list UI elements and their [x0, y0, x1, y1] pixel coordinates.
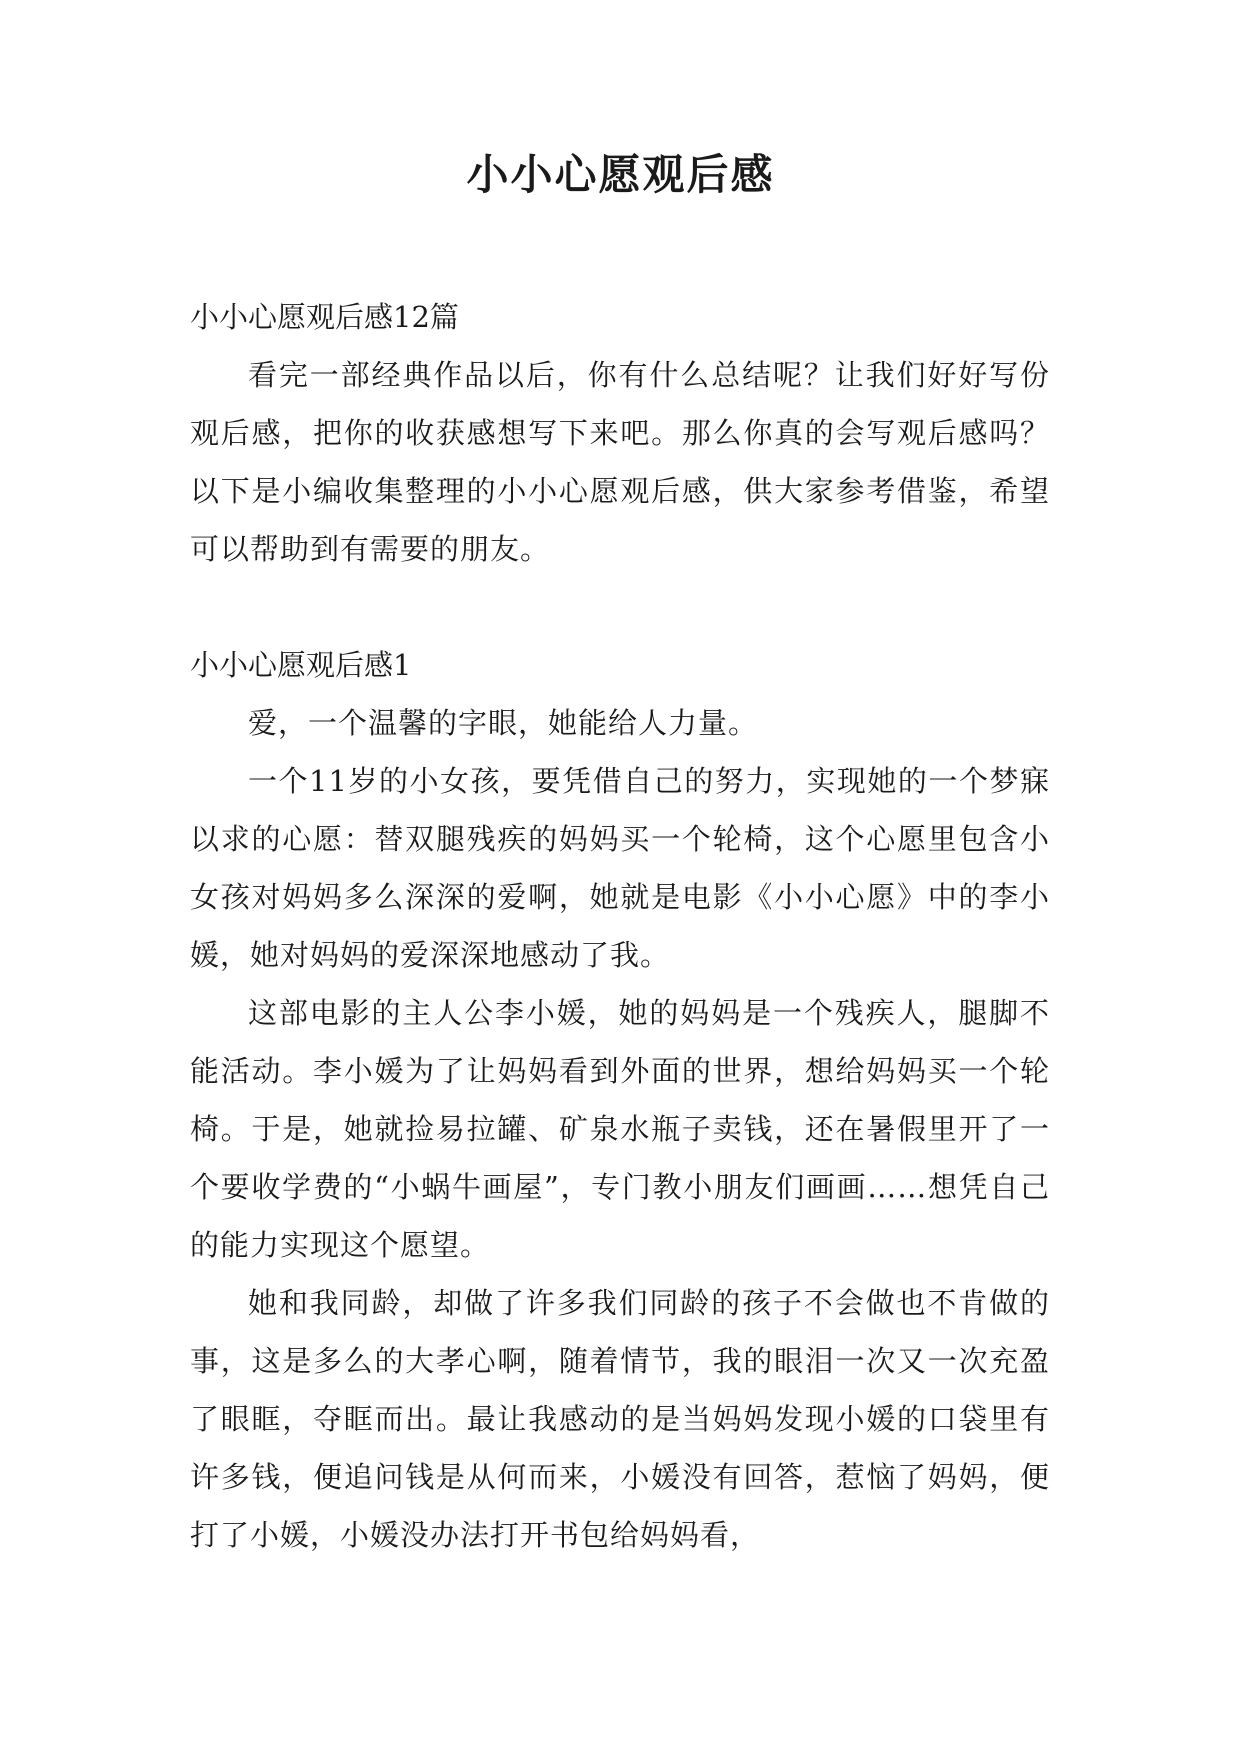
intro-heading: 小小心愿观后感12篇 — [190, 300, 459, 334]
section-1-paragraph-2: 一个11岁的小女孩，要凭借自己的努力，实现她的一个梦寐以求的心愿：替双腿残疾的妈妈买一个轮椅，这个心愿里包含小女孩对妈妈多么深深的爱啊，她就是电影《小小心愿》中的李小媛，她对妈妈的爱深深地感动了我。 — [190, 764, 1050, 972]
section-1-paragraph-4: 她和我同龄，却做了许多我们同龄的孩子不会做也不肯做的事，这是多么的大孝心啊，随着情节，我的眼泪一次又一次充盈了眼眶，夺眶而出。最让我感动的是当妈妈发现小媛的口袋里有许多钱，便追问钱是从何而来，小媛没有回答，惹恼了妈妈，便打了小媛，小媛没办法打开书包给妈妈看， — [190, 1286, 1050, 1552]
section-spacer — [190, 578, 1050, 636]
document-title: 小小心愿观后感 — [466, 150, 775, 199]
section-1-heading: 小小心愿观后感1 — [190, 648, 412, 682]
section-1-paragraph-3: 这部电影的主人公李小媛，她的妈妈是一个残疾人，腿脚不能活动。李小媛为了让妈妈看到外面的世界，想给妈妈买一个轮椅。于是，她就捡易拉罐、矿泉水瓶子卖钱，还在暑假里开了一个要收学费的“小蜗牛画屋”，专门教小朋友们画画……想凭自己的能力实现这个愿望。 — [190, 996, 1050, 1262]
section-1-paragraph-1: 爱，一个温馨的字眼，她能给人力量。 — [248, 706, 759, 740]
intro-paragraph: 看完一部经典作品以后，你有什么总结呢？让我们好好写份观后感，把你的收获感想写下来吧。那么你真的会写观后感吗？以下是小编收集整理的小小心愿观后感，供大家参考借鉴，希望可以帮助到有需要的朋友。 — [190, 358, 1050, 566]
document-body — [190, 288, 1050, 1564]
